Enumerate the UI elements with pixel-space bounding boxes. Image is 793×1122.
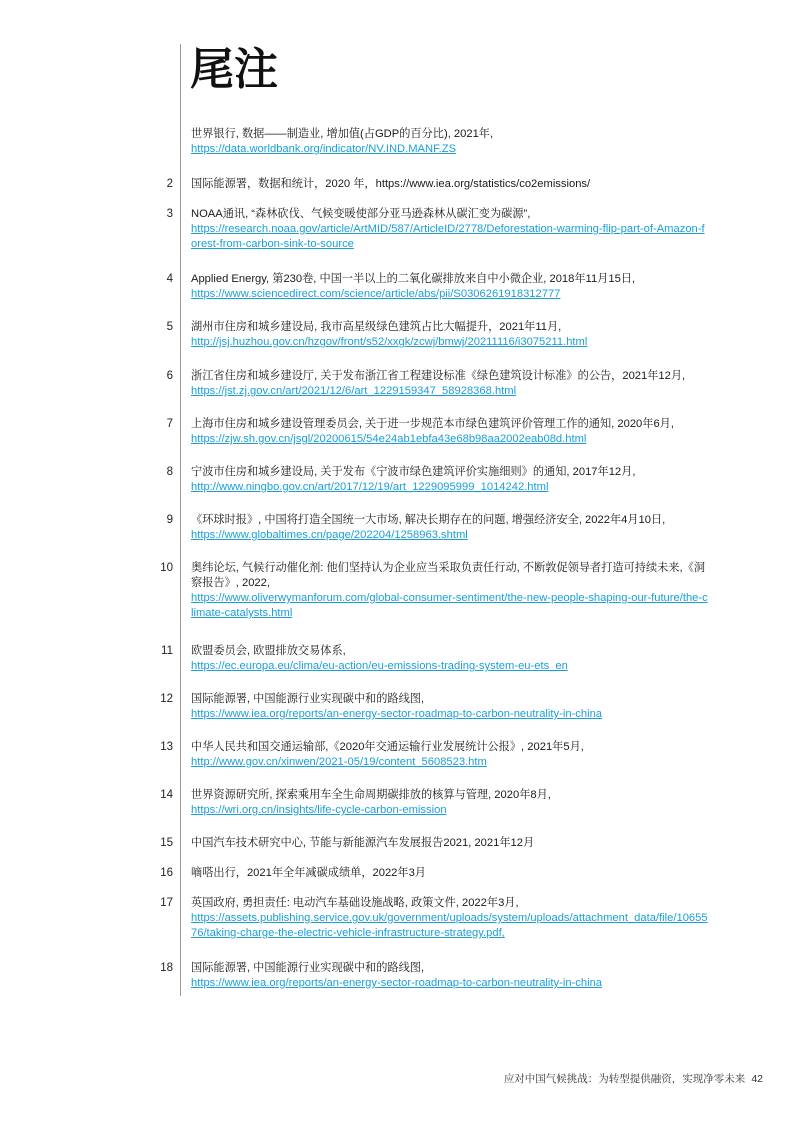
endnote-number: 13 [160,741,173,753]
endnote-text: 中国汽车技术研究中心, 节能与新能源汽车发展报告2021, 2021年12月 [191,837,535,849]
endnote-body [191,127,751,157]
endnote-body [191,369,751,399]
endnote-link[interactable]: https://zjw.sh.gov.cn/jsgl/20200615/54e24ab1ebfa43e68b98aa2002eab08d.html [191,433,587,445]
endnote-body [191,177,751,192]
endnote-body [191,417,751,447]
endnote-number: 2 [166,178,173,190]
endnote-body [191,961,751,991]
endnote-link[interactable]: http://www.ningbo.gov.cn/art/2017/12/19/art_1229095999_1014242.html [191,481,549,493]
endnote-number: 17 [160,897,173,909]
endnote-number: 3 [166,208,173,220]
endnote-number: 16 [160,867,173,879]
endnote-number: 9 [166,514,173,526]
endnote-number: 5 [166,321,173,333]
endnote-number: 11 [161,645,173,657]
endnote-number: 7 [166,418,173,430]
endnote-body [191,692,751,722]
endnote-body [191,513,751,543]
endnote-link[interactable]: http://jsj.huzhou.gov.cn/hzgov/front/s52/xxgk/zcwj/bmwj/20211116/i3075211.html [191,336,588,348]
footer-title: 应对中国气候挑战：为转型提供融资，实现净零未来 [503,1073,746,1085]
endnote-body [191,272,751,302]
vertical-rule [180,44,181,996]
endnote-body [191,561,751,621]
endnote-number: 8 [166,466,173,478]
endnote-text: 国际能源署, 中国能源行业实现碳中和的路线图, [191,693,425,705]
endnote-number: 10 [160,562,173,574]
endnote-body [191,788,751,818]
page-number: 42 [751,1073,763,1085]
endnote-text: 湖州市住房和城乡建设局, 我市高星级绿色建筑占比大幅提升，2021年11月, [191,321,562,333]
page-footer [504,1071,763,1086]
endnote-text: 奥纬论坛, 气候行动催化剂: 他们坚持认为企业应当采取负责任行动, 不断敦促领导者打造可持续未来,《洞 [191,562,706,574]
endnote-link[interactable]: https://www.iea.org/reports/an-energy-sector-roadmap-to-carbon-neutrality-in-china [191,708,603,720]
endnote-link[interactable]: 76/taking-charge-the-electric-vehicle-infrastructure-strategy.pdf, [191,927,505,939]
endnote-link[interactable]: https://www.oliverwymanforum.com/global-consumer-sentiment/the-new-people-shaping-our-future/the-c [191,592,708,604]
endnote-link[interactable]: limate-catalysts.html [191,607,293,619]
endnote-text: 国际能源署，数据和统计，2020 年，https://www.iea.org/statistics/co2emissions/ [191,178,591,190]
endnote-text: Applied Energy, 第230卷, 中国一半以上的二氧化碳排放来自中小微企业, 2018年11月15日, [191,273,636,285]
endnote-link[interactable]: https://www.globaltimes.cn/page/202204/1258963.shtml [191,529,468,541]
endnote-link[interactable]: https://data.worldbank.org/indicator/NV.IND.MANF.ZS [191,143,457,155]
endnote-link[interactable]: https://wri.org.cn/insights/life-cycle-carbon-emission [191,804,447,816]
endnote-text: 嘀嗒出行，2021年全年减碳成绩单，2022年3月 [191,867,426,879]
endnote-body [191,896,751,941]
endnote-link[interactable]: http://www.gov.cn/xinwen/2021-05/19/content_5608523.htm [191,756,487,768]
endnote-text: 宁波市住房和城乡建设局, 关于发布《宁波市绿色建筑评价实施细则》的通知, 2017年12月, [191,466,636,478]
endnote-link[interactable]: https://www.sciencedirect.com/science/article/abs/pii/S0306261918312777 [191,288,561,300]
page-title: 尾注 [190,44,278,95]
endnote-link[interactable]: https://jst.zj.gov.cn/art/2021/12/6/art_1229159347_58928368.html [191,385,517,397]
endnote-body [191,207,751,252]
endnote-text: 世界资源研究所, 探索乘用车全生命周期碳排放的核算与管理, 2020年8月, [191,789,551,801]
endnote-number: 18 [160,962,173,974]
endnote-number: 15 [160,837,173,849]
endnote-number: 14 [160,789,173,801]
endnote-body [191,740,751,770]
endnote-text: 国际能源署, 中国能源行业实现碳中和的路线图, [191,962,425,974]
endnote-body [191,320,751,350]
endnote-number: 4 [166,273,173,285]
endnote-text: 英国政府, 勇担责任: 电动汽车基础设施战略, 政策文件, 2022年3月, [191,897,519,909]
endnote-link[interactable]: https://assets.publishing.service.gov.uk/government/uploads/system/uploads/attachment_data/file/10655 [191,912,708,924]
endnote-link[interactable]: orest-from-carbon-sink-to-source [191,238,354,250]
endnote-text: 中华人民共和国交通运输部,《2020年交通运输行业发展统计公报》, 2021年5月, [191,741,584,753]
endnote-text: NOAA通讯, “森林砍伐、气候变暖使部分亚马逊森林从碳汇变为碳源”, [191,208,531,220]
endnote-text: 察报告》, 2022, [191,577,270,589]
endnote-body [191,644,751,674]
endnote-link[interactable]: https://ec.europa.eu/clima/eu-action/eu-emissions-trading-system-eu-ets_en [191,660,568,672]
endnote-body [191,866,751,881]
endnote-number: 12 [160,693,173,705]
endnote-link[interactable]: https://research.noaa.gov/article/ArtMID/587/ArticleID/2778/Deforestation-warming-flip-part-of-Amazon-f [191,223,705,235]
endnote-body [191,836,751,851]
endnote-text: 欧盟委员会, 欧盟排放交易体系, [191,645,346,657]
endnote-text: 浙江省住房和城乡建设厅, 关于发布浙江省工程建设标准《绿色建筑设计标准》的公告，2021年12月, [191,370,686,382]
endnote-body [191,465,751,495]
endnote-text: 《环球时报》, 中国将打造全国统一大市场, 解决长期存在的问题, 增强经济安全, 2022年4月10日, [191,514,666,526]
endnote-text: 上海市住房和城乡建设管理委员会, 关于进一步规范本市绿色建筑评价管理工作的通知, 2020年6月, [191,418,674,430]
endnote-link[interactable]: https://www.iea.org/reports/an-energy-sector-roadmap-to-carbon-neutrality-in-china [191,977,603,989]
endnote-number: 6 [166,370,173,382]
endnote-text: 世界银行, 数据——制造业, 增加值(占GDP的百分比), 2021年, [191,128,494,140]
